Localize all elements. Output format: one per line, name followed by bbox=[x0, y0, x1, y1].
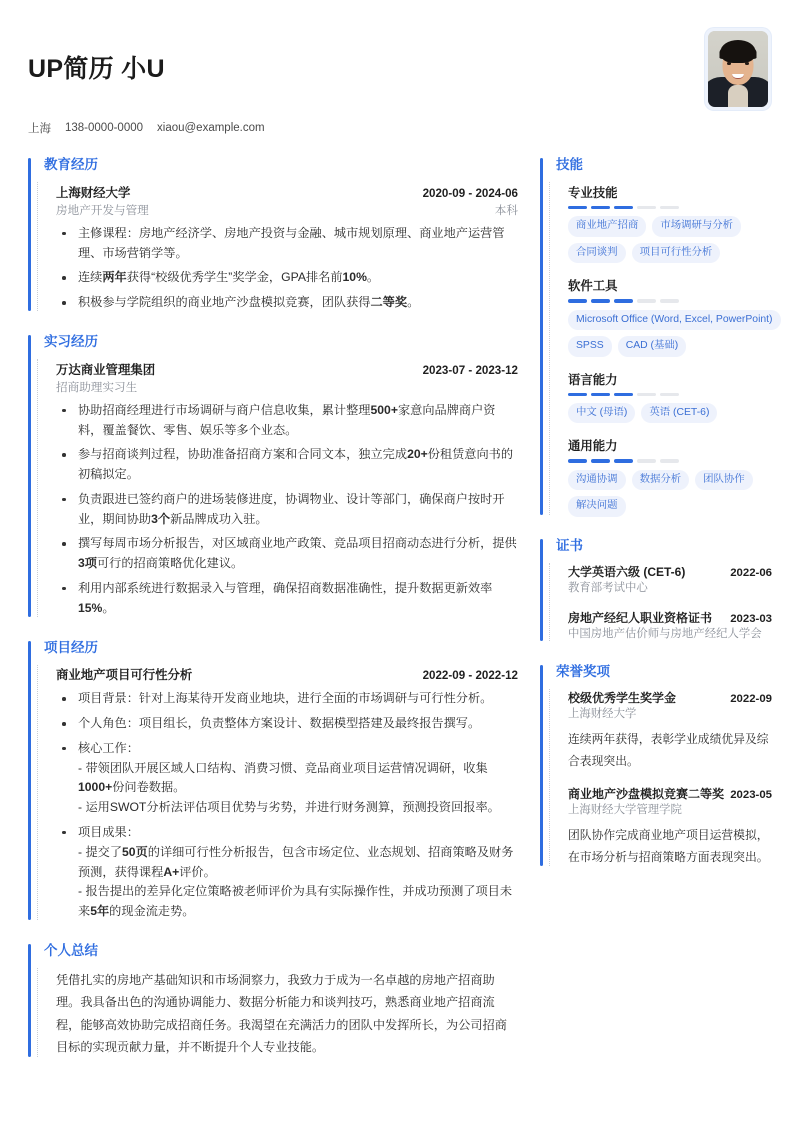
rating-segment bbox=[614, 393, 633, 397]
rating-segment bbox=[591, 393, 610, 397]
section-dotted-guide bbox=[549, 563, 550, 641]
contact-row bbox=[28, 120, 265, 136]
education-major: 房地产开发与管理 bbox=[56, 203, 149, 217]
section-title-certificates: 证书 bbox=[556, 537, 583, 553]
side-entry-name: 校级优秀学生奖学金 bbox=[568, 690, 677, 705]
section-title-education: 教育经历 bbox=[44, 157, 98, 172]
list-item: 撰写每周市场分析报告，对区域商业地产政策、竞品项目招商动态进行分析，提供3项可行的招商策略优化建议。 bbox=[56, 534, 518, 574]
section-title-summary: 个人总结 bbox=[44, 942, 98, 958]
skill-group bbox=[568, 276, 772, 356]
skill-group bbox=[568, 183, 772, 263]
skill-tag: 项目可行性分析 bbox=[632, 243, 721, 263]
skill-rating bbox=[568, 393, 772, 397]
rating-segment bbox=[660, 393, 679, 397]
contact-phone: 138-0000-0000 bbox=[65, 122, 144, 134]
skill-rating bbox=[568, 206, 772, 210]
side-entry-issuer: 上海财经大学管理学院 bbox=[568, 803, 682, 816]
side-entry-issuer: 教育部考试中心 bbox=[568, 581, 648, 594]
education-degree: 本科 bbox=[494, 203, 518, 217]
skill-tag-list bbox=[568, 403, 772, 423]
section-internship bbox=[28, 333, 518, 619]
project-name: 商业地产项目可行性分析 bbox=[56, 668, 193, 683]
list-item: 参与招商谈判过程，协助准备招商方案和合同文本，独立完成20+份租赁意向书的初稿拟定。 bbox=[56, 445, 518, 485]
skill-tag: 解决问题 bbox=[568, 496, 626, 516]
skill-tag: CAD (基础) bbox=[618, 336, 687, 356]
list-item: 主修课程：房地产经济学、房地产投资与金融、城市规划原理、商业地产运营管理、市场营销学等。 bbox=[56, 224, 518, 264]
side-entry bbox=[568, 610, 772, 643]
rating-segment bbox=[568, 206, 587, 210]
side-column bbox=[540, 156, 772, 888]
summary-text: 凭借扎实的房地产基础知识和市场洞察力，我致力于成为一名卓越的房地产招商助理。我具备出色的沟通协调能力、数据分析能力和谈判技巧，熟悉商业地产招商流程，能够高效协助完成招商任务。我渴望在充满活力的团队中发挥所长，为公司招商目标的实现贡献力量，并不断提升个人专业技能。 bbox=[56, 972, 507, 1055]
skill-tag: 团队协作 bbox=[695, 470, 753, 490]
side-entry bbox=[568, 786, 772, 869]
list-item: 利用内部系统进行数据录入与管理，确保招商数据准确性，提升数据更新效率15%。 bbox=[56, 579, 518, 619]
project-entry bbox=[56, 665, 518, 921]
certificate-entries bbox=[556, 564, 772, 643]
avatar bbox=[705, 28, 771, 110]
rating-segment bbox=[637, 206, 656, 210]
header-left bbox=[28, 28, 265, 136]
section-dotted-guide bbox=[37, 968, 38, 1057]
list-item: 连续两年获得“校级优秀学生”奖学金，GPA排名前10%。 bbox=[56, 268, 518, 288]
resume-header bbox=[28, 22, 771, 140]
rating-segment bbox=[614, 206, 633, 210]
project-bullets bbox=[56, 689, 518, 921]
rating-segment bbox=[637, 299, 656, 303]
side-entry-desc: 连续两年获得，表彰学业成绩优异及综合表现突出。 bbox=[568, 731, 769, 768]
skill-group-title: 专业技能 bbox=[568, 185, 618, 200]
skill-groups bbox=[556, 183, 772, 517]
section-title-honors: 荣誉奖项 bbox=[556, 663, 610, 679]
education-entry bbox=[56, 183, 518, 313]
skill-rating bbox=[568, 299, 772, 303]
rating-segment bbox=[660, 206, 679, 210]
project-entries bbox=[44, 665, 518, 921]
education-entries bbox=[44, 183, 518, 313]
education-bullets bbox=[56, 224, 518, 313]
rating-segment bbox=[591, 459, 610, 463]
rating-segment bbox=[614, 459, 633, 463]
avatar-photo bbox=[708, 31, 768, 107]
skill-tag: 商业地产招商 bbox=[568, 216, 646, 236]
side-entry-name: 房地产经纪人职业资格证书 bbox=[568, 610, 713, 625]
honor-entries bbox=[556, 690, 772, 869]
rating-segment bbox=[591, 206, 610, 210]
skill-group-title: 通用能力 bbox=[568, 439, 618, 454]
section-education bbox=[28, 156, 518, 313]
side-entry-date: 2023-05 bbox=[730, 788, 772, 801]
skill-tag: 英语 (CET-6) bbox=[641, 403, 717, 423]
rating-segment bbox=[660, 459, 679, 463]
skill-tag: Microsoft Office (Word, Excel, PowerPoint) bbox=[568, 310, 781, 330]
internship-role: 招商助理实习生 bbox=[56, 380, 138, 394]
skill-tag-list bbox=[568, 310, 772, 357]
section-certificates bbox=[540, 537, 772, 643]
section-summary bbox=[28, 942, 518, 1059]
skill-rating bbox=[568, 459, 772, 463]
side-entry-issuer: 中国房地产估价师与房地产经纪人学会 bbox=[568, 627, 762, 640]
page-title: UP简历 小U bbox=[28, 55, 165, 83]
internship-bullets bbox=[56, 401, 518, 619]
contact-email: xiaou@example.com bbox=[157, 122, 265, 134]
list-item: 个人角色：项目组长，负责整体方案设计、数据模型搭建及最终报告撰写。 bbox=[56, 714, 518, 734]
skill-tag: 市场调研与分析 bbox=[652, 216, 741, 236]
section-title-skills: 技能 bbox=[556, 157, 583, 172]
section-projects bbox=[28, 639, 518, 922]
skill-tag: 数据分析 bbox=[632, 470, 690, 490]
section-skills bbox=[540, 156, 772, 517]
section-dotted-guide bbox=[37, 359, 38, 617]
list-item: 协助招商经理进行市场调研与商户信息收集，累计整理500+家意向品牌商户资料，覆盖餐饮、零售、娱乐等多个业态。 bbox=[56, 401, 518, 441]
side-entry-date: 2023-03 bbox=[730, 612, 772, 625]
main-column bbox=[28, 156, 518, 1079]
skill-group bbox=[568, 370, 772, 424]
rating-segment bbox=[591, 299, 610, 303]
skill-tag: 中文 (母语) bbox=[568, 403, 635, 423]
internship-entry bbox=[56, 360, 518, 619]
rating-segment bbox=[568, 299, 587, 303]
section-dotted-guide bbox=[37, 665, 38, 920]
internship-date: 2023-07 - 2023-12 bbox=[422, 363, 518, 377]
section-title-internship: 实习经历 bbox=[44, 333, 98, 349]
list-item: 项目背景：针对上海某待开发商业地块，进行全面的市场调研与可行性分析。 bbox=[56, 689, 518, 709]
skill-tag-list bbox=[568, 470, 772, 517]
skill-group bbox=[568, 436, 772, 516]
side-entry bbox=[568, 564, 772, 597]
rating-segment bbox=[568, 393, 587, 397]
list-item: 核心工作： - 带领团队开展区域人口结构、消费习惯、竞品商业项目运营情况调研，收集1000+份问卷数据。 - 运用SWOT分析法评估项目优势与劣势，并进行财务测算，预测投资回报率。 bbox=[56, 739, 518, 818]
side-entry-name: 大学英语六级 (CET-6) bbox=[568, 564, 686, 579]
education-org: 上海财经大学 bbox=[56, 185, 131, 200]
section-honors bbox=[540, 663, 772, 868]
contact-location: 上海 bbox=[28, 123, 51, 135]
skill-tag-list bbox=[568, 216, 772, 263]
skill-group-title: 语言能力 bbox=[568, 372, 618, 387]
side-entry-date: 2022-06 bbox=[730, 566, 772, 579]
section-dotted-guide bbox=[37, 182, 38, 311]
side-entry-desc: 团队协作完成商业地产项目运营模拟，在市场分析与招商策略方面表现突出。 bbox=[568, 827, 769, 864]
list-item: 项目成果： - 提交了50页的详细可行性分析报告，包含市场定位、业态规划、招商策略及财务预测，获得课程A+评价。 - 报告提出的差异化定位策略被老师评价为具有实际操作性，并成功预测了项目未来5年的现金流走势。 bbox=[56, 823, 518, 922]
side-entry-issuer: 上海财经大学 bbox=[568, 708, 637, 721]
rating-segment bbox=[637, 459, 656, 463]
rating-segment bbox=[660, 299, 679, 303]
skill-tag: 沟通协调 bbox=[568, 470, 626, 490]
list-item: 积极参与学院组织的商业地产沙盘模拟竞赛，团队获得二等奖。 bbox=[56, 293, 518, 313]
skill-group-title: 软件工具 bbox=[568, 279, 618, 294]
section-dotted-guide bbox=[549, 182, 550, 515]
rating-segment bbox=[568, 459, 587, 463]
rating-segment bbox=[637, 393, 656, 397]
side-entry bbox=[568, 690, 772, 773]
internship-company: 万达商业管理集团 bbox=[56, 362, 156, 377]
rating-segment bbox=[614, 299, 633, 303]
education-date: 2020-09 - 2024-06 bbox=[422, 186, 518, 200]
internship-entries bbox=[44, 360, 518, 619]
list-item: 负责跟进已签约商户的进场装修进度，协调物业、设计等部门，确保商户按时开业，期间协助3个新品牌成功入驻。 bbox=[56, 490, 518, 530]
project-date: 2022-09 - 2022-12 bbox=[422, 669, 518, 683]
section-dotted-guide bbox=[549, 689, 550, 866]
section-title-projects: 项目经历 bbox=[44, 639, 98, 655]
skill-tag: SPSS bbox=[568, 336, 612, 356]
skill-tag: 合同谈判 bbox=[568, 243, 626, 263]
side-entry-name: 商业地产沙盘模拟竞赛二等奖 bbox=[568, 786, 725, 801]
resume-body bbox=[28, 156, 771, 1079]
side-entry-date: 2022-09 bbox=[730, 692, 772, 705]
